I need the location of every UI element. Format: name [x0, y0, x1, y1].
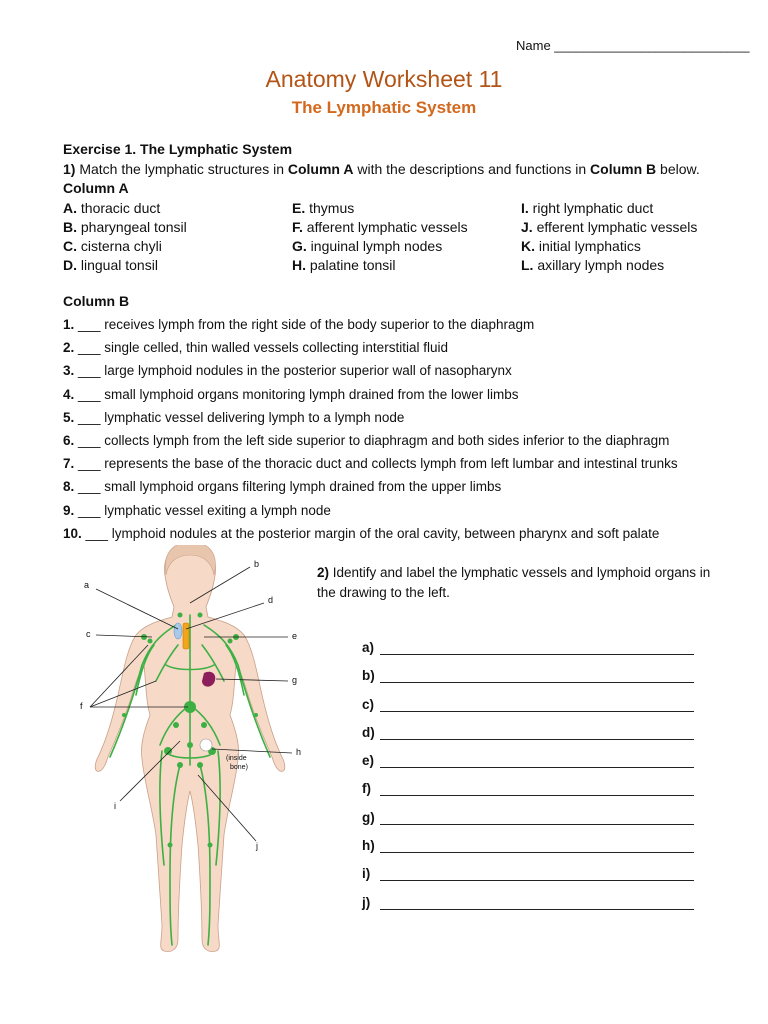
column-a-col-3 [521, 199, 697, 275]
answer-line[interactable]: a) [362, 640, 694, 668]
column-a-item: B. pharyngeal tonsil [63, 219, 187, 235]
question-2-number: 2) [317, 565, 330, 580]
column-b-item: 6. ___ collects lymph from the left side superior to diaphragm and both sides inferior to the diaphragm [63, 432, 670, 448]
answer-lines [362, 640, 694, 923]
figure-label-b: b [254, 559, 260, 569]
question-1-number: 1) [63, 161, 76, 177]
exercise-title: Exercise 1. The Lymphatic System [63, 141, 293, 157]
question-1-col-b: Column B [590, 161, 657, 177]
inside-bone-label-1: (inside [226, 755, 247, 762]
column-b-item: 5. ___ lymphatic vessel delivering lymph to a lymph node [63, 409, 405, 425]
question-1-text-a: Match the lymphatic structures in [75, 161, 288, 177]
lymphatic-system-figure [80, 545, 310, 965]
figure-label-c: c [86, 629, 91, 639]
column-a-item: J. efferent lymphatic vessels [521, 219, 698, 235]
answer-line[interactable]: d) [362, 725, 694, 753]
column-b-heading: Column B [63, 293, 130, 309]
column-a-col-1 [63, 199, 187, 275]
column-a-item: F. afferent lymphatic vessels [292, 219, 468, 235]
answer-line[interactable]: e) [362, 753, 694, 781]
answer-line[interactable]: f) [362, 781, 694, 809]
column-b-item: 7. ___ represents the base of the thoracic duct and collects lymph from left lumbar and intestinal trunks [63, 456, 678, 472]
column-a-col-2 [292, 199, 468, 275]
question-1 [63, 161, 700, 177]
figure-label-i: i [114, 801, 116, 811]
answer-line[interactable]: b) [362, 668, 694, 696]
column-b-item: 2. ___ single celled, thin walled vessels collecting interstitial fluid [63, 340, 448, 356]
figure-label-d: d [268, 595, 274, 605]
figure-label-h: h [296, 747, 302, 757]
answer-line[interactable]: g) [362, 810, 694, 838]
body-illustration [80, 545, 310, 965]
question-1-col-a: Column A [287, 161, 354, 177]
question-2 [317, 563, 717, 603]
figure-label-j: j [256, 841, 258, 851]
column-a-item: E. thymus [292, 200, 355, 216]
answer-line[interactable]: j) [362, 895, 694, 923]
worksheet-title: Anatomy Worksheet 11 [265, 66, 503, 92]
column-a-item: H. palatine tonsil [292, 257, 396, 273]
column-b-item: 1. ___ receives lymph from the right side of the body superior to the diaphragm [63, 317, 535, 332]
answer-line[interactable]: h) [362, 838, 694, 866]
column-b-item: 4. ___ small lymphoid organs monitoring lymph drained from the lower limbs [63, 386, 519, 402]
worksheet-subtitle: The Lymphatic System [291, 98, 477, 117]
column-a-item: K. initial lymphatics [521, 238, 641, 254]
question-2-text: Identify and label the lymphatic vessels and lymphoid organs in the drawing to the left. [317, 565, 711, 600]
column-a-item: G. inguinal lymph nodes [292, 238, 443, 254]
name-field-label: Name ___________________________ [516, 38, 750, 53]
column-a-heading: Column A [63, 180, 129, 196]
column-b-item: 3. ___ large lymphoid nodules in the posterior superior wall of nasopharynx [63, 363, 512, 379]
question-1-text-c: below. [656, 161, 700, 177]
column-a-item: L. axillary lymph nodes [521, 257, 665, 273]
answer-line[interactable]: i) [362, 866, 694, 894]
question-1-text-b: with the descriptions and functions in [353, 161, 591, 177]
column-b-item: 10. ___ lymphoid nodules at the posterior margin of the oral cavity, between pharynx and soft palate [63, 525, 660, 541]
column-a-item: A. thoracic duct [63, 200, 161, 216]
column-a-item: I. right lymphatic duct [521, 200, 654, 216]
figure-label-a: a [84, 580, 90, 590]
answer-line[interactable]: c) [362, 697, 694, 725]
column-b-item: 9. ___ lymphatic vessel exiting a lymph node [63, 502, 331, 518]
column-a-item: C. cisterna chyli [63, 238, 162, 254]
column-b-list [63, 316, 678, 548]
inside-bone-label-2: bone) [230, 764, 248, 771]
figure-label-e: e [292, 631, 298, 641]
column-b-item: 8. ___ small lymphoid organs filtering lymph drained from the upper limbs [63, 479, 502, 495]
figure-label-f: f [80, 701, 83, 711]
column-a-item: D. lingual tonsil [63, 257, 158, 273]
figure-label-g: g [292, 675, 298, 685]
